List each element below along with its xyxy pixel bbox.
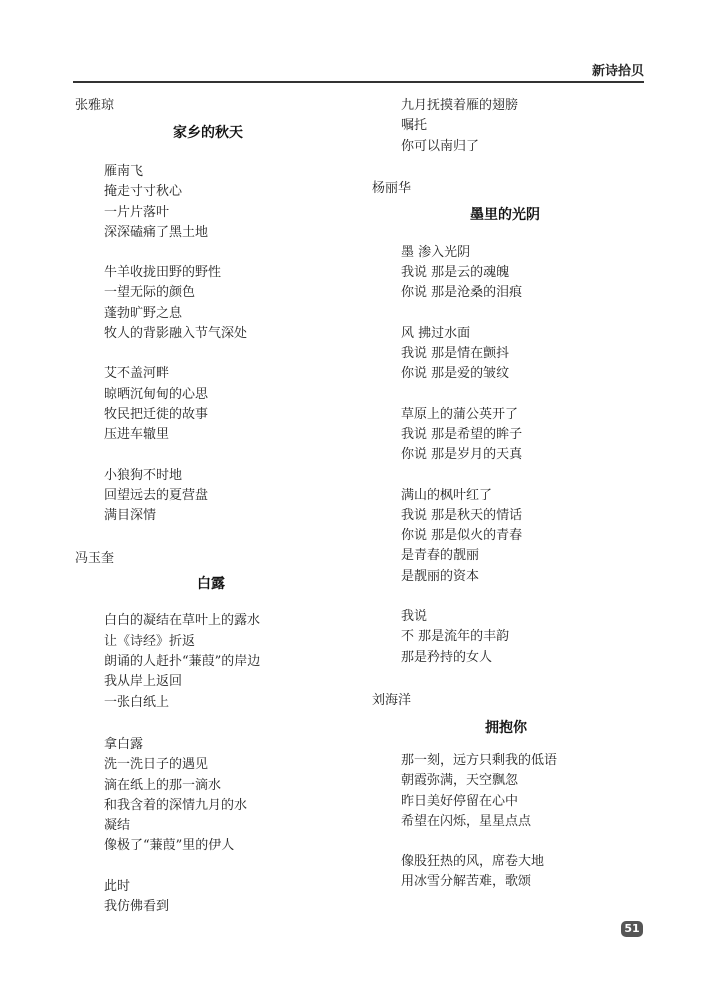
poem-line: 你说 那是岁月的天真: [401, 447, 523, 463]
poem-line: 我说 那是希望的眸子: [401, 426, 523, 442]
poem-line: 深深磕痛了黑土地: [104, 224, 209, 240]
poem-line: 滴在纸上的那一滴水: [104, 777, 222, 793]
right-column: [372, 96, 652, 893]
poem-stanza: [75, 466, 365, 527]
poem-line: 一望无际的颜色: [104, 285, 196, 301]
poem-line: 牛羊收拢田野的野性: [104, 265, 222, 281]
poem-stanza: [372, 852, 652, 893]
poem-author: 张雅琼: [75, 98, 115, 113]
poem-line: 拿白露: [104, 736, 144, 752]
poem-line: 九月抚摸着雁的翅膀: [401, 98, 519, 113]
poem-line: 你可以南归了: [401, 138, 480, 154]
poem-line: 此时: [104, 878, 131, 894]
poem-line: 和我含着的深情九月的水: [104, 797, 248, 813]
poem-line: 我从岸上返回: [104, 674, 183, 690]
poem-title: 白露: [197, 576, 225, 593]
poem-line: 洗一洗日子的遇见: [104, 757, 209, 773]
poem-stanza: [75, 735, 365, 857]
poem-line: 我说 那是情在颤抖: [401, 346, 510, 362]
poem-line: 你说 那是爱的皱纹: [401, 366, 510, 382]
poem-line: 不 那是流年的丰韵: [401, 629, 510, 645]
poem-line: 那是矜持的女人: [401, 649, 493, 665]
poem-stanza-continued: [372, 96, 652, 157]
poem-line: 凝结: [104, 818, 131, 834]
poem-line: 白白的凝结在草叶上的露水: [104, 613, 261, 629]
poem-line: 是靓丽的资本: [401, 568, 480, 584]
poem-title: 家乡的秋天: [173, 125, 243, 141]
poem-line: 晾晒沉甸甸的心思: [104, 386, 209, 402]
poem-line: 墨 渗入光阴: [401, 244, 471, 260]
poem-line: 我说 那是云的魂魄: [401, 265, 510, 281]
poem-line: 嘱托: [401, 118, 428, 134]
poem-line: 像极了“蒹葭”里的伊人: [104, 838, 235, 854]
poem-line: 蓬勃旷野之息: [104, 305, 183, 321]
poem-title: 墨里的光阴: [470, 206, 540, 223]
poem-line: 回望远去的夏营盘: [104, 487, 209, 503]
poem-line: 希望在闪烁，星星点点: [401, 813, 532, 829]
poem-line: 让《诗经》折返: [104, 633, 196, 649]
poem-line: 你说 那是沧桑的泪痕: [401, 285, 523, 301]
poem-author: 冯玉奎: [75, 551, 115, 567]
poem-line: 我仿佛看到: [104, 899, 170, 915]
poem-stanza: [372, 607, 652, 668]
poem-line: 牧民把迁徙的故事: [104, 406, 209, 422]
poem-line: 草原上的蒲公英开了: [401, 406, 519, 422]
poem-stanza: [75, 162, 365, 243]
header-divider: [73, 81, 644, 83]
poem-stanza: [372, 486, 652, 587]
poem-title: 拥抱你: [485, 719, 527, 736]
poem-line: 朝霞弥满，天空飘忽: [401, 773, 519, 789]
poem-line: 你说 那是似火的青春: [401, 528, 523, 544]
poem-line: 像股狂热的风，席卷大地: [401, 854, 545, 870]
poem-line: 掩走寸寸秋心: [104, 184, 183, 200]
poem-stanza: [75, 877, 365, 918]
poem-line: 用冰雪分解苦难，歌颂: [401, 874, 532, 890]
poem-stanza: [372, 751, 652, 832]
poem-stanza: [75, 263, 365, 344]
poem-line: 是青春的靓丽: [401, 548, 480, 564]
running-header-title: 新诗拾贝: [591, 64, 644, 79]
poem-stanza: [75, 364, 365, 445]
poem-stanza: [372, 324, 652, 385]
left-column: [75, 96, 365, 917]
poem-line: 风 拂过水面: [401, 325, 471, 341]
poem-stanza: [372, 405, 652, 466]
poem-line: 那一刻，远方只剩我的低语: [401, 752, 558, 768]
poem-author: 刘海洋: [372, 692, 412, 708]
poem-line: 压进车辙里: [104, 427, 170, 443]
poem-line: 朗诵的人赶扑“蒹葭”的岸边: [104, 654, 261, 670]
poem-line: 艾不盖河畔: [104, 366, 170, 382]
poem-line: 满山的枫叶红了: [401, 487, 493, 503]
poem-line: 我说 那是秋天的情话: [401, 507, 523, 523]
poem-line: 牧人的背影融入节气深处: [104, 326, 248, 342]
poem-line: 小狼狗不时地: [104, 467, 183, 483]
poem-line: 满目深情: [104, 508, 157, 524]
poem-line: 昨日美好停留在心中: [401, 793, 519, 809]
poem-stanza: [75, 611, 365, 712]
poem-line: 雁南飞: [104, 164, 144, 179]
poem-stanza: [372, 243, 652, 304]
poem-line: 一张白纸上: [104, 694, 170, 710]
page-number-badge: 51: [621, 921, 643, 937]
poem-line: 我说: [401, 609, 428, 625]
poem-author: 杨丽华: [372, 180, 412, 196]
poem-line: 一片片落叶: [104, 204, 170, 220]
